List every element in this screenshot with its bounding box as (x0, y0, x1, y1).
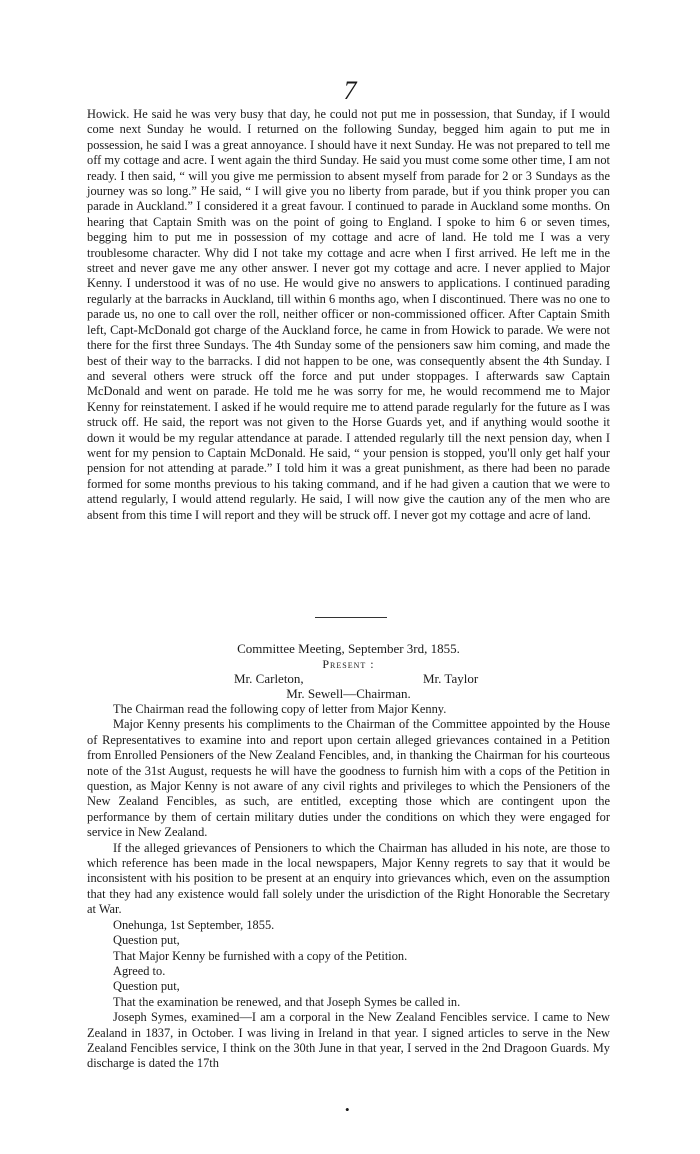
member-carleton: Mr. Carleton, (234, 671, 304, 686)
agreed-line: Agreed to. (113, 963, 166, 978)
testimony-paragraph (87, 107, 610, 523)
letter-paragraph: If the alleged grievances of Pensioners to which the Chairman has alluded in his note, are those to which reference has been made in the local newspapers, Major Kenny regrets to say that it would be inconsistent with his position to be present at an enquiry into grievances which, even on the assumption that they had any existence would fall solely under the urisdiction of the Right Honorable the Secretary at War. (87, 840, 610, 917)
section-divider (315, 617, 387, 618)
member-taylor: Mr. Taylor (423, 671, 479, 686)
minutes-paragraph: The Chairman read the following copy of letter from Major Kenny. (113, 702, 447, 716)
question-line: Question put, (113, 979, 180, 994)
motion-line: That Major Kenny be furnished with a copy of the Petition. (113, 948, 408, 963)
letter-place-date: Onehunga, 1st September, 1855. (113, 917, 275, 932)
examination-paragraph: Joseph Symes, examined—I am a corporal in the New Zealand Fencibles service. I came to New Zealand in 1837, in October. I was living in Ireland in that year. I signed articles to serve in the New Zealand Fencibles service, I think on the 30th June in that year, I served in the 2nd Dragoon Guards. My discharge is dated the 17th (87, 1010, 610, 1071)
present-label: Present : (322, 657, 375, 671)
testimony-text: Howick. He said he was very busy that day, he could not put me in possession, that Sunday, if I would come next Sunday he would. I returned on the following Sunday, begged him again to put me in possession, he said I was a great annoyance. I should have it next Sunday. He was not prepared to tell me off my cottage and acre. I went again the third Sunday. He said you must come some other time, I am not ready. I then said, “ will you give me permission to absent myself from parade for 2 or 3 Sundays as the journey was so long.” He said, “ I will give you no liberty from parade, but if you think proper you can parade in Auckland.” I considered it a great favour. I continued to parade in Auckland some months. On hearing that Captain Smith was on the point of going to England. I spoke to him 6 or seven times, begging him to put me in possession of my cottage and acre of land. He told me I was a very troublesome character. Why did I not take my cottage and acre when I first arrived. He left me in the street and never gave me any other answer. I never got my cottage and acre. I never applied to Major Kenny. I understood it was of no use. He would give no answers to applications. I continued parading regularly at the barracks in Auckland, till within 6 months ago, when I discontinued. There was no one to parade us, no one to call over the roll, neither officer or non-commissioned officer. After Captain Smith left, Capt-McDonald got charge of the Auckland force, he came in from Howick to parade. We were not there for the first three Sundays. The 4th Sunday some of the pensioners saw him coming, and made the best of their way to the barracks. I did not happen to be one, was consequently absent the 4th Sunday. I and several others were struck off the force and put under stoppages. I afterwards saw Captain McDonald and went on parade. He told me he was sorry for me, he would recommend me to Major Kenny for reinstatement. I asked if he would require me to attend parade regularly for the future as I was struck off. He said, the report was not given to the Horse Guards yet, and if anything would soothe it down it would be my regular attendance at parade. I attended regularly till the next pension day, when I went for my pension to Captain McDonald. He said, “ your pension is stopped, you'll only get half your pension for not attending at parade.” I told him it was a great punishment, as there had been no parade formed for some months previous to his taking command, and if he had given a caution that we were to attend regularly, I would attend regularly. He said, I will now give the caution any of the men who are absent from this time I will report and they will be struck off. I never got my cottage and acre of land. (87, 107, 610, 522)
question-line: Question put, (113, 933, 180, 948)
meeting-heading: Committee Meeting, September 3rd, 1855. (237, 641, 460, 656)
page-number: 7 (343, 76, 357, 105)
letter-paragraph: Major Kenny presents his compliments to the Chairman of the Committee appointed by the House of Representatives to examine into and report upon certain alleged grievances contained in a Petition from Enrolled Pensioners of the New Zealand Fencibles, and, in thanking the Chairman for his courteous note of the 31st August, requests he will have the goodness to furnish him with a cops of the Petition in question, as Major Kenny is not aware of any civil rights and privileges to which the Pensioners of the New Zealand Fencibles, as such, are entitled, excepting those which are contingent upon the performance by them of certain military duties under the conditions on which they were engaged for service in New Zealand. (87, 717, 610, 840)
motion-line: That the examination be renewed, and that Joseph Symes be called in. (113, 994, 461, 1009)
chairman-line: Mr. Sewell—Chairman. (286, 686, 411, 701)
minutes-body (87, 702, 610, 1072)
footer-mark: • (345, 1102, 350, 1117)
